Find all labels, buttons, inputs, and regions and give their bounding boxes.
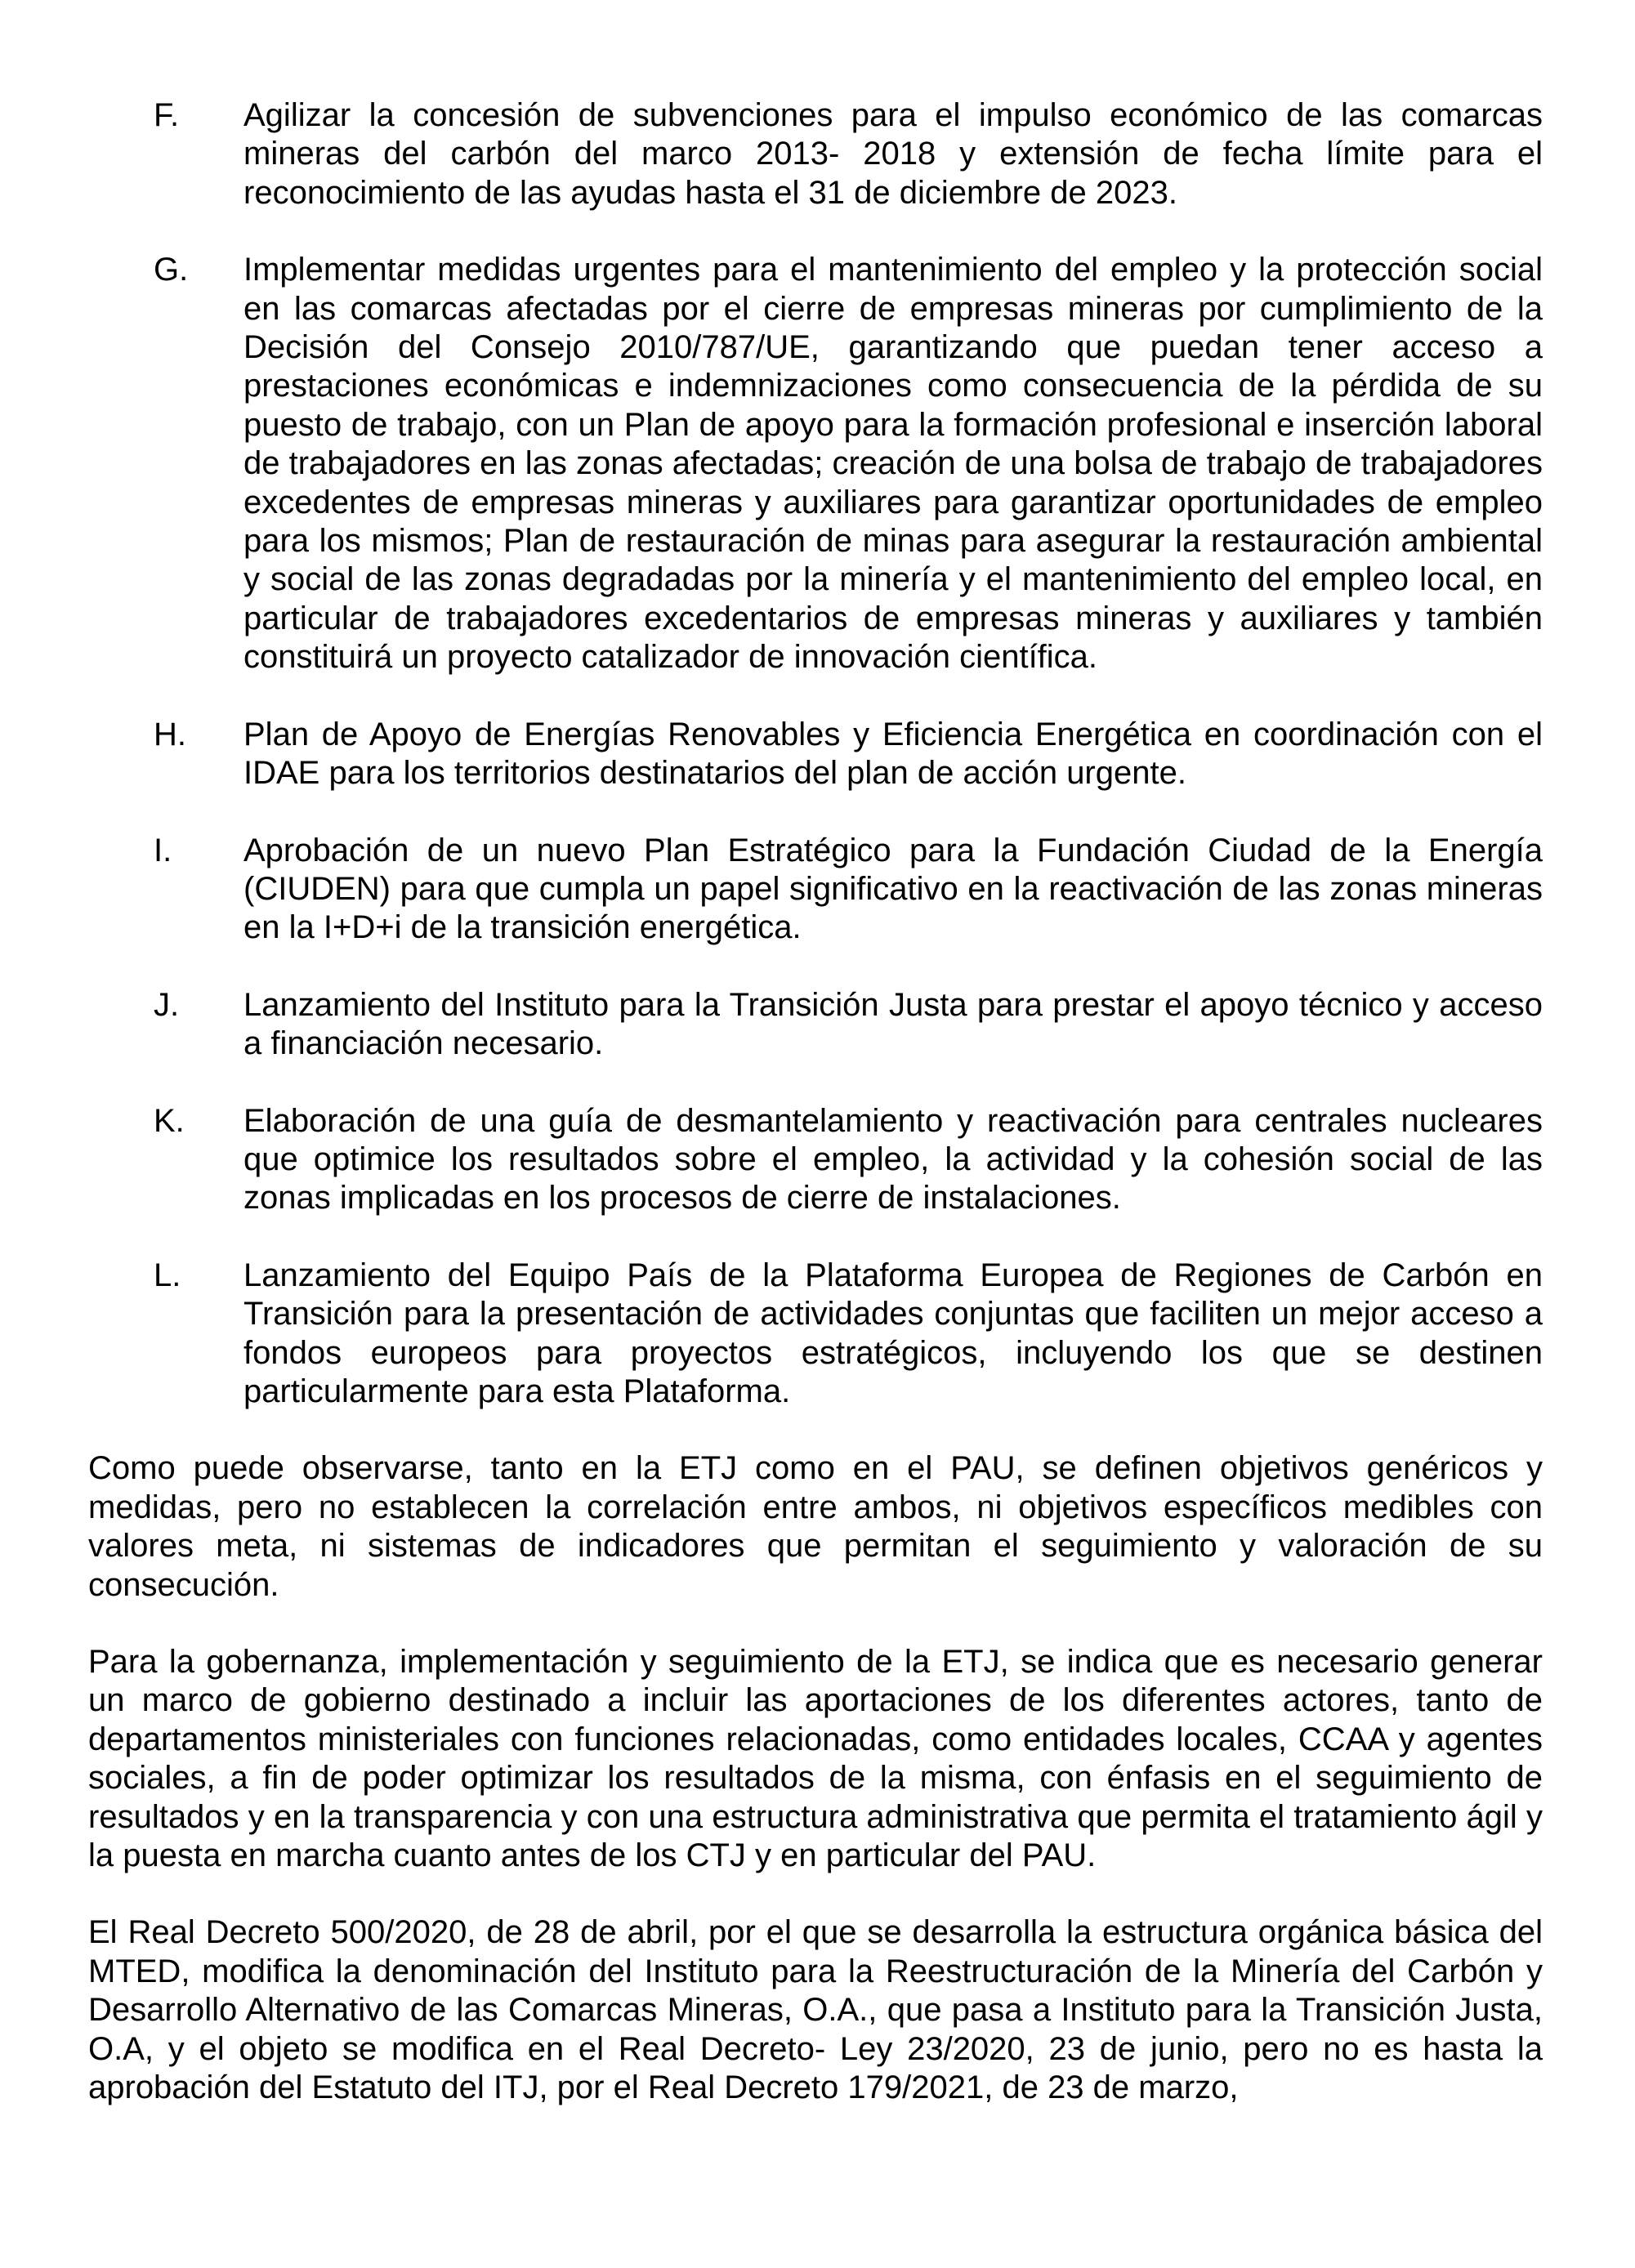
list-item-letter: I. <box>154 832 172 868</box>
list-item-j <box>88 986 1543 1064</box>
list-item-letter: J. <box>154 986 180 1023</box>
list-item-letter: G. <box>154 252 189 288</box>
list-item-g <box>88 251 1543 676</box>
list-item-letter: H. <box>154 716 186 752</box>
list-item-letter: K. <box>154 1102 185 1139</box>
list-item-f <box>88 96 1543 212</box>
list-item-text: Implementar medidas urgentes para el mantenimiento del empleo y la protección social en las comarcas afectadas por el cierre de empresas mineras por cumplimiento de la Decisión del Consejo 2010/787/UE, garantizando que puedan tener acceso a prestaciones económicas e indemnizaciones como consecuencia de la pérdida de su puesto de trabajo, con un Plan de apoyo para la formación profesional e inserción laboral de trabajadores en las zonas afectadas; creación de una bolsa de trabajo de trabajadores excedentes de empresas mineras y auxiliares para garantizar oportunidades de empleo para los mismos; Plan de restauración de minas para asegurar la restauración ambiental y social de las zonas degradadas por la minería y el mantenimiento del empleo local, en particular de trabajadores excedentarios de empresas mineras y auxiliares y también constituirá un proyecto catalizador de innovación científica. <box>243 252 1543 676</box>
list-item-i <box>88 832 1543 948</box>
list-item-text: Agilizar la concesión de subvenciones para el impulso económico de las comarcas mineras del carbón del marco 2013- 2018 y extensión de fecha límite para el reconocimiento de las ayudas hasta el 31 de diciembre de 2023. <box>243 97 1543 211</box>
body-paragraph-1: Como puede observarse, tanto en la ETJ como en el PAU, se definen objetivos genéricos y medidas, pero no establecen la correlación entre ambos, ni objetivos específicos medibles con valores meta, ni sistemas de indicadores que permitan el seguimiento y valoración de su consecución. <box>88 1450 1543 1603</box>
list-item-letter: L. <box>154 1257 181 1293</box>
body-paragraph-2: Para la gobernanza, implementación y seguimiento de la ETJ, se indica que es necesario generar un marco de gobierno destinado a incluir las aportaciones de los diferentes actores, tanto de departamentos ministeriales con funciones relacionadas, como entidades locales, CCAA y agentes sociales, a fin de poder optimizar los resultados de la misma, con énfasis en el seguimiento de resultados y en la transparencia y con una estructura administrativa que permita el tratamiento ágil y la puesta en marcha cuanto antes de los CTJ y en particular del PAU. <box>88 1644 1543 1874</box>
document-page <box>88 96 1543 2145</box>
list-item-l <box>88 1257 1543 1412</box>
list-item-letter: F. <box>154 97 180 133</box>
list-item-h <box>88 716 1543 793</box>
list-item-text: Plan de Apoyo de Energías Renovables y Eficiencia Energética en coordinación con el IDAE para los territorios destinatarios del plan de acción urgente. <box>243 716 1543 792</box>
list-item-k <box>88 1102 1543 1218</box>
list-item-text: Lanzamiento del Equipo País de la Plataforma Europea de Regiones de Carbón en Transición para la presentación de actividades conjuntas que faciliten un mejor acceso a fondos europeos para proyectos estratégicos, incluyendo los que se destinen particularmente para esta Plataforma. <box>243 1257 1543 1409</box>
list-item-text: Lanzamiento del Instituto para la Transición Justa para prestar el apoyo técnico y acceso a financiación necesario. <box>243 986 1543 1062</box>
body-paragraph-3: El Real Decreto 500/2020, de 28 de abril, por el que se desarrolla la estructura orgánica básica del MTED, modifica la denominación del Instituto para la Reestructuración de la Minería del Carbón y Desarrollo Alternativo de las Comarcas Mineras, O.A., que pasa a Instituto para la Transición Justa, O.A, y el objeto se modifica en el Real Decreto- Ley 23/2020, 23 de junio, pero no es hasta la aprobación del Estatuto del ITJ, por el Real Decreto 179/2021, de 23 de marzo, <box>88 1914 1543 2106</box>
list-item-text: Elaboración de una guía de desmantelamiento y reactivación para centrales nucleares que optimice los resultados sobre el empleo, la actividad y la cohesión social de las zonas implicadas en los procesos de cierre de instalaciones. <box>243 1102 1543 1217</box>
list-item-text: Aprobación de un nuevo Plan Estratégico para la Fundación Ciudad de la Energía (CIUDEN) para que cumpla un papel significativo en la reactivación de las zonas mineras en la I+D+i de la transición energética. <box>243 832 1543 946</box>
